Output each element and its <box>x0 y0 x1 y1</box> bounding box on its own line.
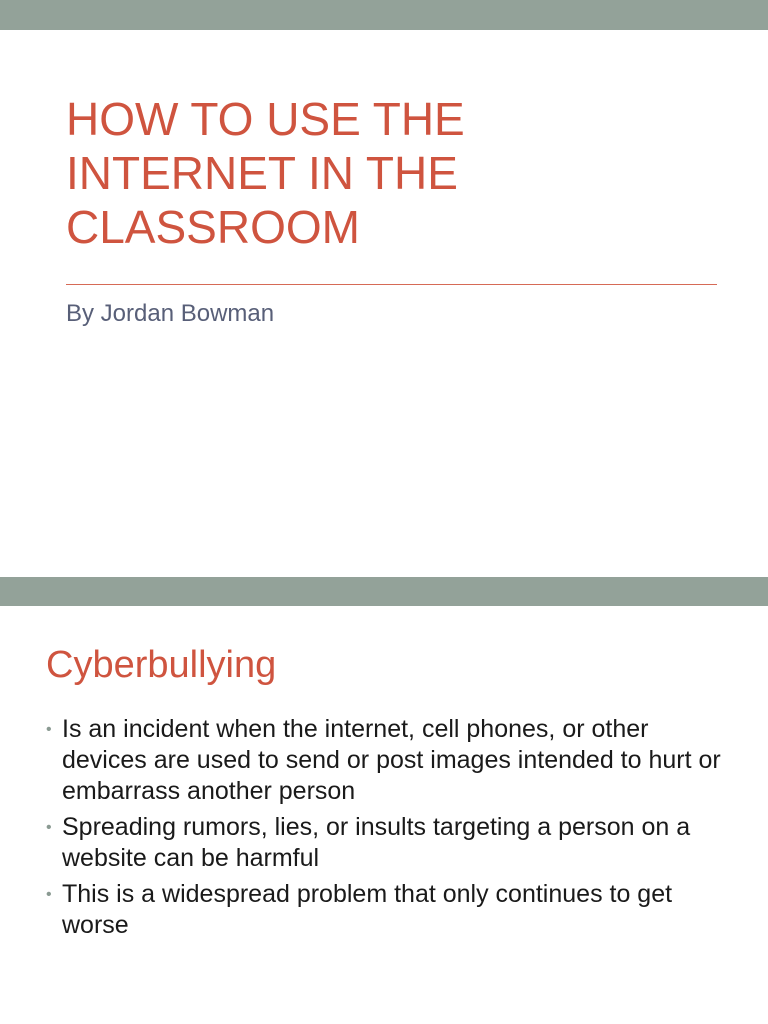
slide-2-title: Cyberbullying <box>46 644 277 686</box>
bullet-text: This is a widespread problem that only continues to get worse <box>62 880 673 939</box>
slide-separator-band <box>0 577 768 606</box>
bullet-icon: • <box>46 721 52 738</box>
bullet-list <box>46 714 736 946</box>
bullet-item <box>46 812 736 874</box>
slide-1-subtitle: By Jordan Bowman <box>66 300 275 327</box>
bullet-text: Is an incident when the internet, cell phones, or other devices are used to send or post images intended to hurt or embarrass another person <box>62 715 721 805</box>
title-line-2: INTERNET IN THE <box>66 147 458 199</box>
bullet-item <box>46 879 736 941</box>
bullet-icon: • <box>46 886 52 903</box>
top-accent-band <box>0 0 768 30</box>
title-divider <box>66 284 717 285</box>
title-line-1: HOW TO USE THE <box>66 93 465 145</box>
bullet-item <box>46 714 736 807</box>
bullet-icon: • <box>46 819 52 836</box>
bullet-text: Spreading rumors, lies, or insults targeting a person on a website can be harmful <box>62 813 691 872</box>
slide-1-title <box>66 92 706 254</box>
title-line-3: CLASSROOM <box>66 201 360 253</box>
